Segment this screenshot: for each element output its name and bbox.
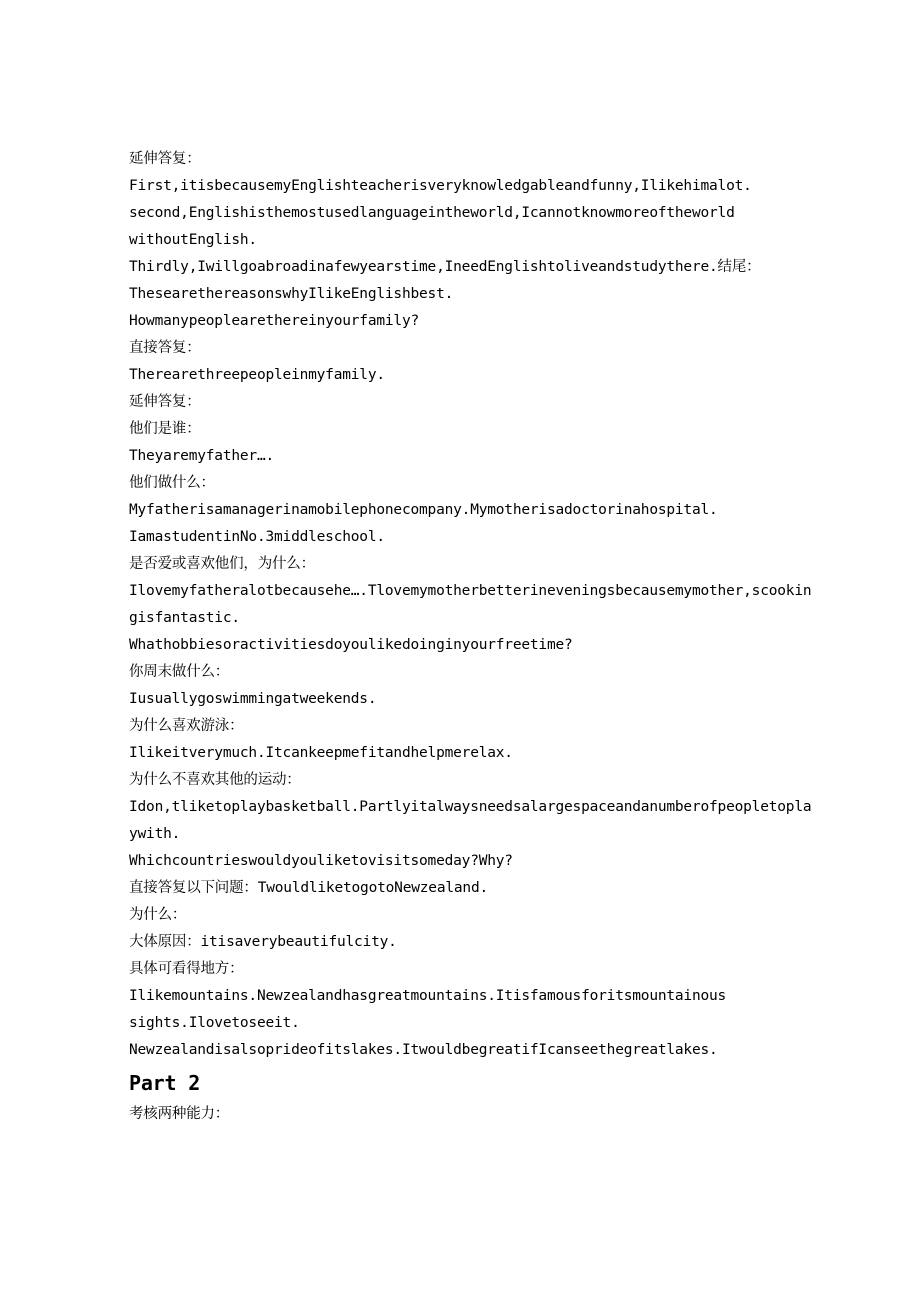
text-line: 直接答复： <box>129 340 201 356</box>
text-line: First,itisbecausemyEnglishteacherisveryknowledgableandfunny,Ilikehimalot. <box>129 178 752 194</box>
text-line: Ilovemyfatheralotbecausehe….Tlovemymotherbetterineveningsbecausemymother,scookingisfantastic. <box>129 583 812 626</box>
text-line: Ilikeitverymuch.Itcankeepmefitandhelpmerelax. <box>129 745 513 761</box>
text-line: 具体可看得地方： <box>129 961 244 977</box>
text-line: 直接答复以下问题：TwouldliketogotoNewzealand. <box>129 880 489 896</box>
text-line: Whathobbiesoractivitiesdoyoulikedoinginyourfreetime? <box>129 637 573 653</box>
text-line: 他们是谁： <box>129 421 201 437</box>
text-line: Thirdly,Iwillgoabroadinafewyearstime,IneedEnglishtoliveandstudythere.结尾： <box>129 259 761 275</box>
text-line: IamastudentinNo.3middleschool. <box>129 529 385 545</box>
text-line: 为什么不喜欢其他的运动： <box>129 772 301 788</box>
text-line: 是否爱或喜欢他们，为什么： <box>129 556 315 572</box>
text-line: ThesearethereasonswhyIlikeEnglishbest. <box>129 286 454 302</box>
text-line: withoutEnglish. <box>129 232 257 248</box>
text-line: Whichcountrieswouldyouliketovisitsomeday?Why? <box>129 853 513 869</box>
text-line: 考核两种能力： <box>129 1106 230 1122</box>
text-line: 大体原因：itisaverybeautifulcity. <box>129 934 397 950</box>
text-line: Ilikemountains.Newzealandhasgreatmountains.Itisfamousforitsmountainous <box>129 988 727 1004</box>
text-line: 你周末做什么： <box>129 664 230 680</box>
text-line: 为什么喜欢游泳： <box>129 718 244 734</box>
text-line: 延伸答复： <box>129 394 201 410</box>
text-line: Newzealandisalsoprideofitslakes.ItwouldbegreatifIcanseethegreatlakes. <box>129 1042 718 1058</box>
text-line: Howmanypeoplearethereinyourfamily? <box>129 313 420 329</box>
text-line: Idon,tliketoplaybasketball.Partlyitalwaysneedsalargespaceandanumberofpeopletoplaywith. <box>129 799 812 842</box>
text-line: Iusuallygoswimmingatweekends. <box>129 691 377 707</box>
section-heading: Part 2 <box>129 1071 201 1095</box>
text-line: 延伸答复： <box>129 151 201 167</box>
text-line: sights.Ilovetoseeit. <box>129 1015 300 1031</box>
text-line: Theyaremyfather…. <box>129 448 275 464</box>
text-line: 为什么： <box>129 907 187 923</box>
document-body <box>102 146 812 1128</box>
text-line: 他们做什么： <box>129 475 215 491</box>
text-line: Therearethreepeopleinmyfamily. <box>129 367 385 383</box>
text-line: second,Englishisthemostusedlanguageintheworld,Icannotknowmoreoftheworld <box>129 205 735 221</box>
text-line: Myfatherisamanagerinamobilephonecompany.Mymotherisadoctorinahospital. <box>129 502 718 518</box>
